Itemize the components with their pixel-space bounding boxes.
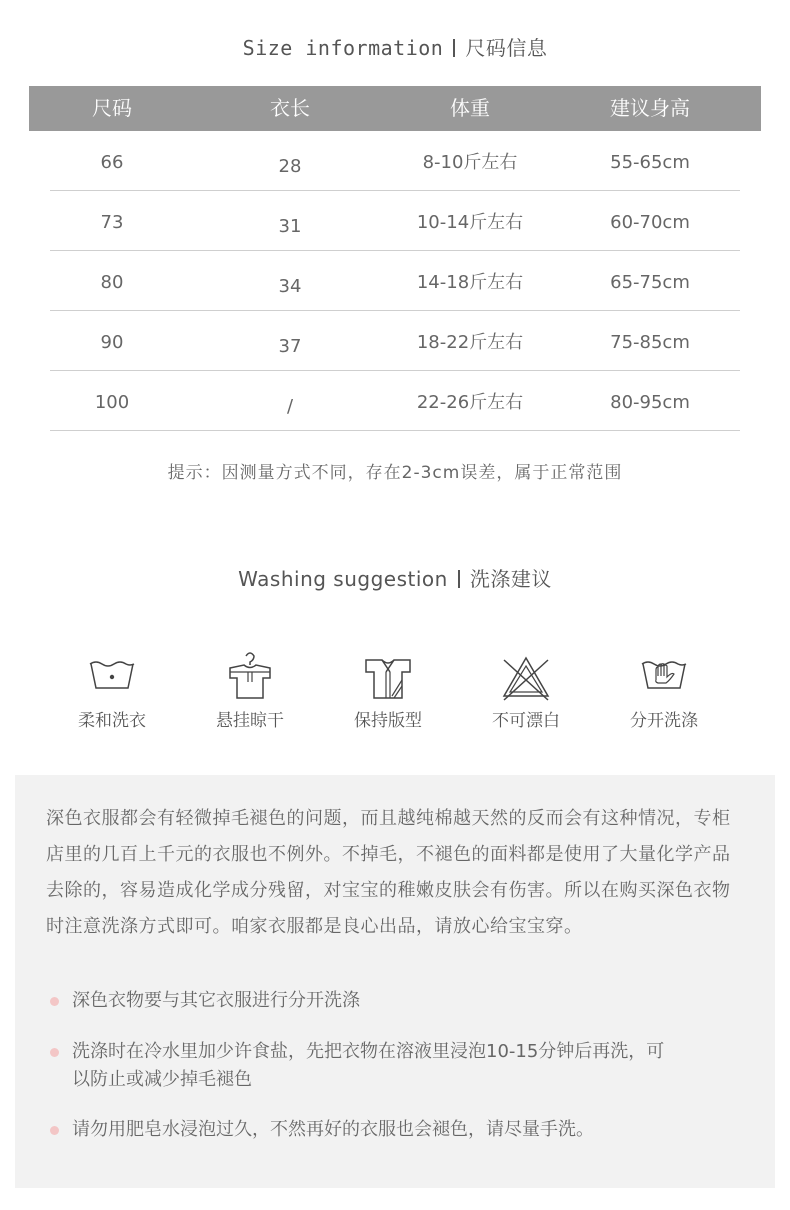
care-label: 分开洗涤 bbox=[630, 711, 698, 731]
cell-size: 73 bbox=[100, 212, 124, 233]
wash-info-panel bbox=[15, 775, 775, 1188]
no-bleach-icon bbox=[498, 650, 554, 702]
size-table-header bbox=[29, 86, 761, 131]
header-size: 尺码 bbox=[92, 96, 132, 120]
cell-height: 60-70cm bbox=[610, 212, 690, 233]
title-divider bbox=[453, 39, 455, 57]
cell-length: 31 bbox=[278, 216, 302, 237]
cell-length: / bbox=[286, 396, 294, 417]
bullet-dot-icon bbox=[50, 1126, 59, 1135]
cell-weight: 14-18斤左右 bbox=[416, 272, 524, 293]
cell-height: 55-65cm bbox=[610, 152, 690, 173]
care-item-separate-wash bbox=[594, 650, 734, 731]
title-divider bbox=[458, 570, 460, 588]
wash-paragraph: 深色衣服都会有轻微掉毛褪色的问题，而且越纯棉越天然的反而会有这种情况，专柜店里的几百上千元的衣服也不例外。不掉毛，不褪色的面料都是使用了大量化学产品去除的，容易造成化学成分残留，对宝宝的稚嫩皮肤会有伤害。所以在购买深色衣物时注意洗涤方式即可。咱家衣服都是良心出品，请放心给宝宝穿。 bbox=[46, 808, 731, 937]
table-row bbox=[29, 191, 761, 251]
bullet-dot-icon bbox=[50, 997, 59, 1006]
size-title-cn: 尺码信息 bbox=[465, 36, 548, 60]
list-item bbox=[46, 987, 746, 1015]
hang-dry-icon bbox=[224, 650, 276, 702]
wash-title-cn: 洗涤建议 bbox=[469, 567, 552, 591]
table-row bbox=[29, 251, 761, 311]
header-length: 衣长 bbox=[270, 96, 310, 120]
cell-length: 37 bbox=[278, 336, 302, 357]
cell-length: 34 bbox=[278, 276, 302, 297]
care-icons-row bbox=[0, 650, 790, 750]
list-item bbox=[46, 1116, 746, 1144]
table-row bbox=[29, 311, 761, 371]
cell-weight: 18-22斤左右 bbox=[416, 332, 524, 353]
cell-length: 28 bbox=[278, 156, 302, 177]
cell-height: 75-85cm bbox=[610, 332, 690, 353]
cell-size: 100 bbox=[94, 392, 130, 413]
bullet-dot-icon bbox=[50, 1048, 59, 1057]
list-item bbox=[46, 1038, 666, 1094]
care-item-keep-shape bbox=[318, 650, 458, 731]
size-table-body bbox=[29, 131, 761, 431]
cell-weight: 8-10斤左右 bbox=[422, 152, 518, 173]
care-label: 悬挂晾干 bbox=[216, 711, 284, 731]
cell-size: 66 bbox=[100, 152, 124, 173]
size-note: 提示：因测量方式不同，存在2-3cm误差，属于正常范围 bbox=[167, 463, 623, 483]
table-row bbox=[29, 131, 761, 191]
cell-weight: 22-26斤左右 bbox=[416, 392, 524, 413]
tip-text: 深色衣物要与其它衣服进行分开洗涤 bbox=[72, 990, 360, 1011]
care-item-gentle-wash bbox=[42, 650, 182, 731]
wash-section-title bbox=[0, 563, 790, 592]
tip-text: 请勿用肥皂水浸泡过久，不然再好的衣服也会褪色，请尽量手洗。 bbox=[72, 1119, 594, 1140]
header-weight: 体重 bbox=[450, 96, 490, 120]
cell-height: 65-75cm bbox=[610, 272, 690, 293]
wash-title-en: Washing suggestion bbox=[238, 567, 448, 591]
separate-wash-icon bbox=[638, 650, 690, 692]
tip-text: 洗涤时在冷水里加少许食盐，先把衣物在溶液里浸泡10-15分钟后再洗，可以防止或减少掉毛褪色 bbox=[72, 1041, 665, 1090]
keep-shape-icon bbox=[362, 650, 414, 702]
table-row bbox=[29, 371, 761, 431]
cell-weight: 10-14斤左右 bbox=[416, 212, 524, 233]
care-label: 不可漂白 bbox=[492, 711, 560, 731]
care-label: 保持版型 bbox=[354, 711, 422, 731]
care-item-hang-dry bbox=[180, 650, 320, 731]
care-label: 柔和洗衣 bbox=[78, 711, 146, 731]
cell-size: 90 bbox=[100, 332, 124, 353]
care-item-no-bleach bbox=[456, 650, 596, 731]
cell-height: 80-95cm bbox=[610, 392, 690, 413]
size-title-en: Size information bbox=[242, 36, 444, 60]
header-height: 建议身高 bbox=[610, 96, 690, 120]
cell-size: 80 bbox=[100, 272, 124, 293]
size-section-title bbox=[0, 32, 790, 61]
gentle-wash-icon bbox=[86, 650, 138, 692]
